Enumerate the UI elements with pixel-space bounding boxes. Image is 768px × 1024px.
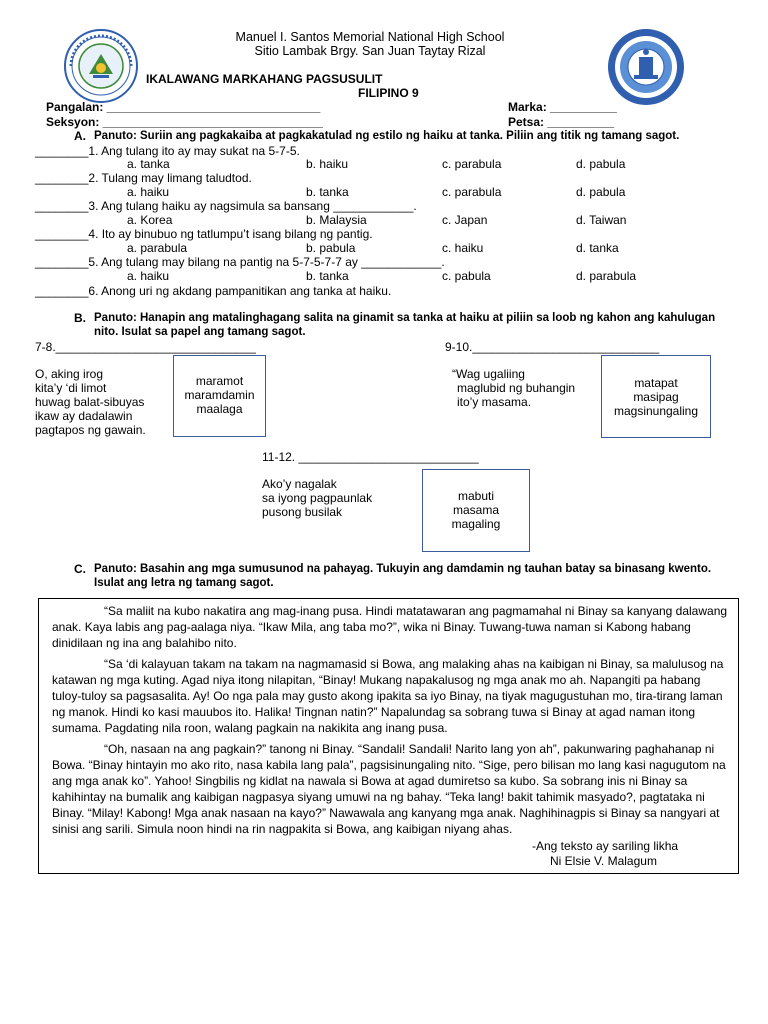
choice-a: a. haiku [127, 185, 170, 199]
school-name: Manuel I. Santos Memorial National High School [235, 30, 505, 44]
choice: mabuti [457, 489, 495, 503]
item-9-10-label: 9-10.____________________________ [445, 340, 660, 354]
section-a-instruction: Panuto: Suriin ang pagkakaiba at pagkakatulad ng estilo ng haiku at tanka. Piliin ang titik ng tamang sagot. [94, 130, 680, 142]
choice-a: a. parabula [127, 241, 188, 255]
question-text: ________4. Ito ay binubuo ng tatlumpu’t isang bilang ng pantig. [35, 227, 373, 241]
choice-d: d. pabula [576, 157, 626, 171]
story-paragraph-3: “Oh, nasaan na ang pagkain?” tanong ni Binay. “Sandali! Sandali! Narito lang yon ah”, pakunwaring paghahanap ni Bowa. “Binay hintayin mo ako rito, nasa kabila lang pala”, pagsisinungaling nito. “Sige, pero bilisan mo lang kasi nagugutom na ang mga anak ko”. Yahoo! Singbilis ng kidlat na nawala si Bowa at agad dumiretso sa kubo. Sa sobrang inis ni Binay sa kahihintay na bumalik ang kaibigan nagpasya siyang umuwi na ng bahay. “Teka lang! bakit tahimik masyado?, pagtataka ni Binay. “Milay! Kabong! Mga anak nasaan na kayo?” Nawawala ang kanyang mga anak. Naghihinagpis si Binay sa nangyari at sinisi ang sarili. Simula noon hindi na rin nagpakita si Bowa, ang kaibigan niyang ahas. [52, 742, 726, 836]
choice-c: c. pabula [442, 269, 491, 283]
choice-a: a. tanka [127, 157, 170, 171]
choice: masama [452, 503, 499, 517]
question-6: ________6. Anong uri ng akdang pampanitikan ang tanka at haiku. [35, 284, 392, 298]
story-paragraph-2: “Sa ‘di kalayuan takam na takam na nagmamasid si Bowa, ang malaking ahas na kaibigan ni Binay, sa malulusog na katawan ng mga kuting. Agad niya itong nilapitan, “Binay! Mukang napakalusog ng mga anak mo ah. Napangiti pa habang tuloy-tuloy sa pagsasalita. Ay! Oo nga pala may gusto akong ipakita sa iyo Binay, na tiyak magugustuhan mo, tira-tirang laman ng manok. Hindi ko kasi mauubos ito. Halika! Tingnan natin?” Napalundag sa sobrang tuwa si Binay at agad naman itong sumama. Pagdating nila roon, walang pagkain na nakikita ang inang pusa. [52, 657, 724, 735]
item-7-8-label: 7-8.______________________________ [35, 340, 256, 354]
poem-line: ikaw ay dadalawin [35, 409, 133, 423]
school-seal [606, 27, 686, 107]
choice: maalaga [196, 402, 243, 416]
poem-line: pagtapos ng gawain. [35, 423, 146, 437]
question-text: ________5. Ang tulang may bilang na pantig na 5-7-5-7-7 ay ____________. [35, 255, 445, 269]
school-seal-icon [606, 27, 686, 107]
poem-line: maglubid ng buhangin [457, 381, 576, 395]
choice-b: b. Malaysia [306, 213, 367, 227]
choice-b: b. tanka [306, 185, 349, 199]
question-text: ________3. Ang tulang haiku ay nagsimula sa bansang ____________. [35, 199, 417, 213]
choice-a: a. haiku [127, 269, 170, 283]
section-b-instruction-2: nito. Isulat sa papel ang tamang sagot. [94, 326, 306, 338]
choice-a: a. Korea [127, 213, 173, 227]
poem-line: ito’y masama. [457, 395, 532, 409]
poem-line: sa iyong pagpaunlak [262, 491, 373, 505]
choice-d: d. parabula [576, 269, 637, 283]
item-9-10-choices-box [601, 355, 711, 438]
choice-c: c. haiku [442, 241, 484, 255]
exam-title: IKALAWANG MARKAHANG PAGSUSULIT [146, 72, 383, 86]
section-c-instruction-1: Panuto: Basahin ang mga sumusunod na pahayag. Tukuyin ang damdamin ng tauhan batay sa binasang kwento. [94, 563, 712, 575]
section-c-letter: C. [74, 562, 86, 576]
deped-seal-icon [63, 28, 139, 104]
deped-seal [63, 28, 139, 104]
poem-line: Ako’y nagalak [262, 477, 337, 491]
item-11-12-choices-box [422, 469, 530, 552]
poem-line: huwag balat-sibuyas [35, 395, 145, 409]
seksyon-field: Seksyon: _________________________________ [46, 115, 323, 129]
petsa-field: Petsa: __________ [508, 115, 615, 129]
pangalan-field: Pangalan: ________________________________ [46, 100, 321, 114]
section-c-instruction-2: Isulat ang letra ng tamang sagot. [94, 577, 274, 589]
section-b-instruction-1: Panuto: Hanapin ang matalinghagang salita na ginamit sa tanka at haiku at piliin sa loob ng kahon ang kahulugan [94, 312, 716, 324]
choice-b: b. tanka [306, 269, 349, 283]
story-box [38, 598, 739, 874]
story-paragraph-1: “Sa maliit na kubo nakatira ang mag-inang pusa. Hindi matatawaran ang pagmamahal ni Binay sa kanyang dalawang anak. Kaya labis ang pag-aalaga niya. “Ikaw Mila, ang taba mo?”, wika ni Binay. Tuwang-tuwa naman si Kabong habang dinidilaan ng ina ang balahibo nito. [52, 604, 728, 650]
choice: maramdamin [184, 388, 255, 402]
choice-d: d. Taiwan [576, 213, 627, 227]
section-b-letter: B. [74, 311, 86, 325]
school-address: Sitio Lambak Brgy. San Juan Taytay Rizal [254, 44, 486, 58]
item-7-8-choices-box [173, 355, 266, 437]
item-11-12-label: 11-12. ___________________________ [262, 450, 479, 464]
choice-d: d. tanka [576, 241, 619, 255]
marka-field: Marka: __________ [508, 100, 617, 114]
choice: magsinungaling [613, 404, 699, 418]
choice-c: c. parabula [442, 185, 502, 199]
choice: masipag [633, 390, 679, 404]
choice-c: c. parabula [442, 157, 502, 171]
subject-title: FILIPINO 9 [358, 86, 419, 100]
choice: magaling [451, 517, 501, 531]
choice-c: c. Japan [442, 213, 488, 227]
choice: maramot [195, 374, 244, 388]
poem-line: pusong busilak [262, 505, 343, 519]
choice-d: d. pabula [576, 185, 626, 199]
question-text: ________2. Tulang may limang taludtod. [35, 171, 252, 185]
choice-b: b. pabula [306, 241, 356, 255]
choice-b: b. haiku [306, 157, 349, 171]
choice: matapat [634, 376, 678, 390]
poem-line: O, aking irog [35, 367, 104, 381]
poem-line: “Wag ugaliing [452, 367, 525, 381]
section-a-letter: A. [74, 129, 86, 143]
poem-line: kita’y ‘di limot [35, 381, 107, 395]
story-credit-2: Ni Elsie V. Malagum [550, 854, 657, 868]
story-credit-1: -Ang teksto ay sariling likha [532, 839, 679, 853]
question-text: ________1. Ang tulang ito ay may sukat na 5-7-5. [35, 144, 300, 158]
